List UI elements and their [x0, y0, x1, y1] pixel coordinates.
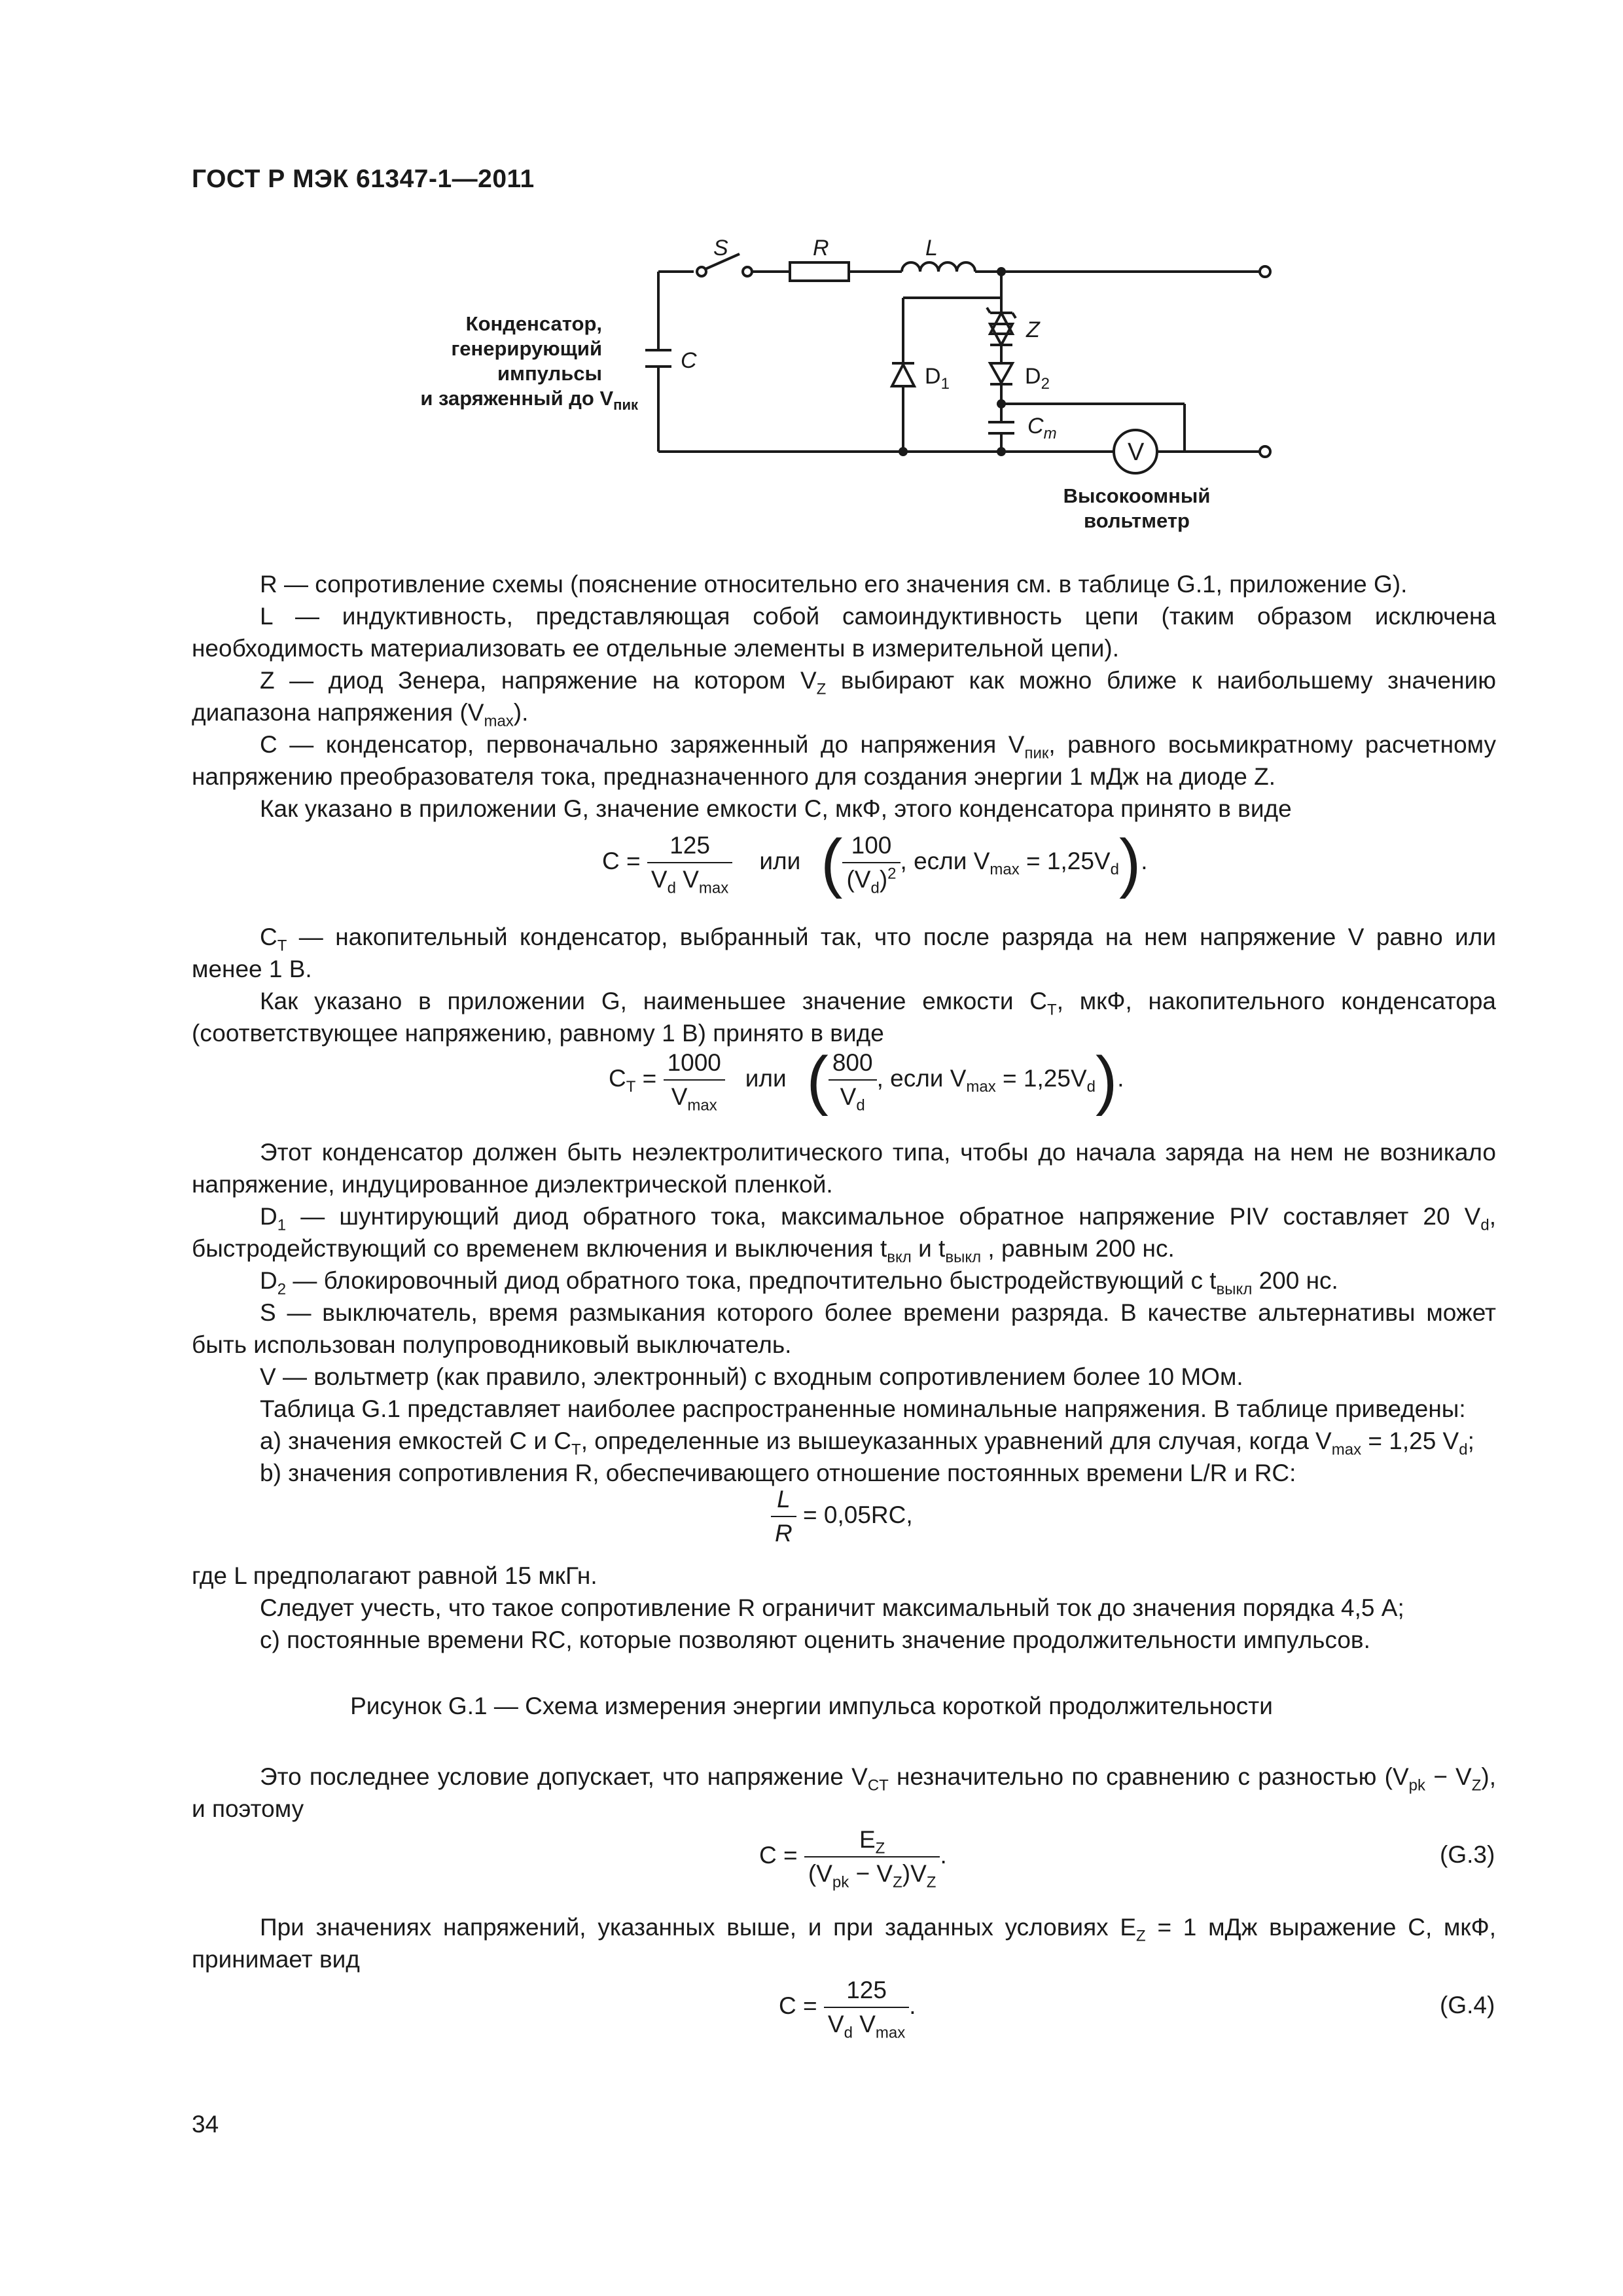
- para-final: При значениях напряжений, указанных выше, и при заданных условиях $E_Z = 1$ мДж выражение C, мкФ, принимает вид: [192, 1914, 1496, 1973]
- label-L: L: [925, 236, 938, 260]
- cap-desc-4: и заряженный до $V_{пик}$: [420, 387, 638, 413]
- para-last: Это последнее условие допускает, что напряжение $V_{CT}$ незначительно по сравнению с разностью $(V_{pk} - V_Z)$, и поэтому: [192, 1763, 1497, 1822]
- formula-CT: $C_Т$ = $\frac{1000}{V_{max}}$ или ( $\frac{800}{V_d}$ , если $V_{max} = 1,25V_d$).: [609, 1043, 1124, 1117]
- para-R: R — сопротивление схемы (пояснение относительно его значения см. в таблице G.1, приложение G).: [260, 571, 1408, 598]
- label-S: S: [713, 236, 728, 260]
- cap-desc-1: Конденсатор,: [465, 312, 602, 335]
- para-C: C — конденсатор, первоначально заряженный до напряжения $V_{пик}$, равного восьмикратному расчетному напряжению преобразователя тока, предназначенного для создания энергии 1 мДж на диоде Z.: [192, 731, 1496, 790]
- para-b: b) значения сопротивления R, обеспечивающего отношение постоянных времени L/R и RC:: [260, 1460, 1296, 1486]
- eq-label-G3: (G.3): [1440, 1841, 1495, 1868]
- para-D1: $D_1$ — шунтирующий диод обратного тока, максимальное обратное напряжение PIV составляет 20 $V_d$, быстродействующий со временем включения и выключения $t_{вкл}$ и $t_{выкл}$ , равным 200 нс.: [192, 1203, 1496, 1266]
- para-where: где L предполагают равной 15 мкГн.: [192, 1562, 597, 1589]
- terminal-bottom: [1260, 446, 1270, 457]
- switch-contact-right: [743, 267, 752, 276]
- para-C2: Как указано в приложении G, значение емкости C, мкФ, этого конденсатора принято в виде: [260, 795, 1292, 822]
- label-C: C: [681, 348, 697, 373]
- para-CT2: Как указано в приложении G, наименьшее значение емкости $C_Т$, мкФ, накопительного конденсатора (соответствующее напряжению, равному 1 В) принято в виде: [192, 988, 1496, 1047]
- voltmeter-desc-1: Высокоомный: [1063, 484, 1211, 507]
- label-Z: Z: [1026, 317, 1040, 342]
- figure-caption: Рисунок G.1 — Схема измерения энергии импульса короткой продолжительности: [350, 1693, 1273, 1719]
- label-D2: $D_2$: [1025, 364, 1050, 393]
- cap-desc-2: генерирующий: [451, 337, 602, 360]
- formula-LR: $\frac{L}{R}$ = 0,05RC,: [771, 1486, 913, 1547]
- para-V: V — вольтметр (как правило, электронный) с входным сопротивлением более 10 МОм.: [260, 1363, 1243, 1390]
- diode-D1: [892, 365, 914, 386]
- para-c: c) постоянные времени RC, которые позволяют оценить значение продолжительности импульсов.: [260, 1626, 1370, 1653]
- circuit-diagram: [0, 0, 1623, 563]
- formula-G4: C = $\frac{125}{V_d V_{max}}$ .: [779, 1977, 916, 2042]
- eq-label-G4: (G.4): [1440, 1992, 1495, 2018]
- para-a: a) значения емкостей C и $C_Т$, определенные из вышеуказанных уравнений для случая, когда $V_{max} = 1,25$ $V_d$;: [260, 1427, 1474, 1459]
- page-number: 34: [192, 2111, 219, 2138]
- formula-G3: C = $\frac{E_Z}{(V_{pk} - V_Z)V_Z}$ .: [759, 1826, 947, 1892]
- terminal-top: [1260, 266, 1270, 277]
- formula-C: C = $\frac{125}{V_d V_{max}}$ или ( $\frac{100}{(V_d)^2}$ , если $V_{max} = 1,25V_d$).: [602, 826, 1148, 899]
- label-R: R: [813, 236, 829, 260]
- switch-contact-left: [697, 267, 706, 276]
- para-follow: Следует учесть, что такое сопротивление R ограничит максимальный ток до значения порядка 4,5 А;: [260, 1594, 1404, 1621]
- document-header: ГОСТ Р МЭК 61347-1—2011: [192, 165, 535, 193]
- label-CT: $C_т$: [1027, 414, 1057, 442]
- voltmeter-desc-2: вольтметр: [1084, 509, 1190, 532]
- label-V: V: [1128, 439, 1145, 466]
- para-D2: $D_2$ — блокировочный диод обратного тока, предпочтительно быстродействующий с $t_{выкл}$ 200 нс.: [260, 1267, 1338, 1299]
- para-Z: Z — диод Зенера, напряжение на котором $V_Z$ выбирают как можно ближе к наибольшему значению диапазона напряжения $(V_{max})$.: [192, 667, 1496, 730]
- para-table: Таблица G.1 представляет наиболее распространенные номинальные напряжения. В таблице приведены:: [260, 1395, 1466, 1422]
- para-L: L — индуктивность, представляющая собой самоиндуктивность цепи (таким образом исключена необходимость материализовать ее отдельные элементы в измерительной цепи).: [192, 603, 1496, 662]
- cap-desc-3: импульсы: [497, 362, 602, 385]
- label-D1: $D_1$: [925, 364, 950, 393]
- para-cond: Этот конденсатор должен быть неэлектролитического типа, чтобы до начала заряда на нем не возникало напряжение, индуцированное диэлектрической пленкой.: [192, 1139, 1496, 1198]
- para-CT: $C_Т$ — накопительный конденсатор, выбранный так, что после разряда на нем напряжение V равно или менее 1 В.: [192, 924, 1496, 982]
- inductor-L: [902, 262, 975, 272]
- para-S: S — выключатель, время размыкания которого более времени разряда. В качестве альтернативы может быть использован полупроводниковый выключатель.: [192, 1299, 1496, 1358]
- diode-D2: [990, 363, 1012, 383]
- resistor-R: [790, 262, 849, 281]
